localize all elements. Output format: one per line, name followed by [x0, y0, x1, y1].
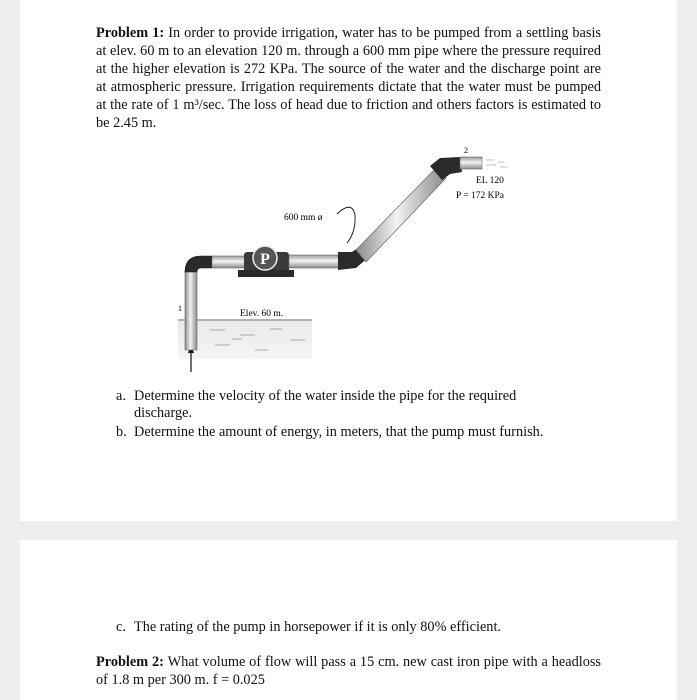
point-2-label: 2 [464, 146, 468, 155]
pressure-label: P = 172 KPa [456, 191, 505, 201]
settling-basin-water [178, 319, 312, 359]
problem-1-heading: Problem 1: [96, 25, 165, 41]
question-c [116, 619, 601, 636]
question-b [116, 424, 601, 441]
suction-pipe [185, 270, 197, 350]
outlet-spray [486, 160, 508, 167]
question-a-text: Determine the velocity of the water inside the pipe for the required [134, 388, 517, 404]
problem-2-heading: Problem 2: [96, 654, 164, 670]
question-c-letter: c. [116, 619, 126, 635]
pump-letter: P [260, 251, 270, 268]
question-a-letter: a. [116, 388, 126, 404]
question-b-letter: b. [116, 424, 127, 440]
question-a [116, 388, 601, 422]
problem-2-statement [96, 653, 601, 689]
suction-elbow [185, 256, 212, 272]
suction-pipe-horizontal [212, 256, 248, 268]
question-a-continuation: discharge. [134, 405, 193, 421]
problem-2-text: What volume of flow will pass a 15 cm. new cast iron pipe with a headloss of 1.8 m per 300 m. f = 0.025 [96, 654, 601, 688]
discharge-pipe-horizontal [289, 255, 341, 268]
elevation-120-label: EL 120 [476, 176, 504, 186]
question-b-text: Determine the amount of energy, in meters, that the pump must furnish. [134, 424, 544, 440]
point-1-label: 1 [178, 304, 182, 313]
inclined-pipe [356, 168, 446, 262]
pipe-leader-line [337, 207, 355, 243]
elevation-60-label: Elev. 60 m. [240, 309, 284, 319]
pipe-diameter-label: 600 mm ø [284, 213, 323, 223]
problem-1-text: In order to provide irrigation, water has to be pumped from a settling basis at elev. 60 m to an elevation 120 m. through a 600 mm pipe where the pressure required at the higher elevation is 272 KPa. The source of the water and the discharge point are at atmospheric pressure. Irrigation requirements dictate that the water must be pumped at the rate of 1 m³/sec. The loss of head due to friction and others factors is estimated to be 2.45 m. [96, 25, 601, 131]
outlet-pipe [460, 157, 482, 169]
question-c-text: The rating of the pump in horsepower if it is only 80% efficient. [134, 619, 501, 635]
